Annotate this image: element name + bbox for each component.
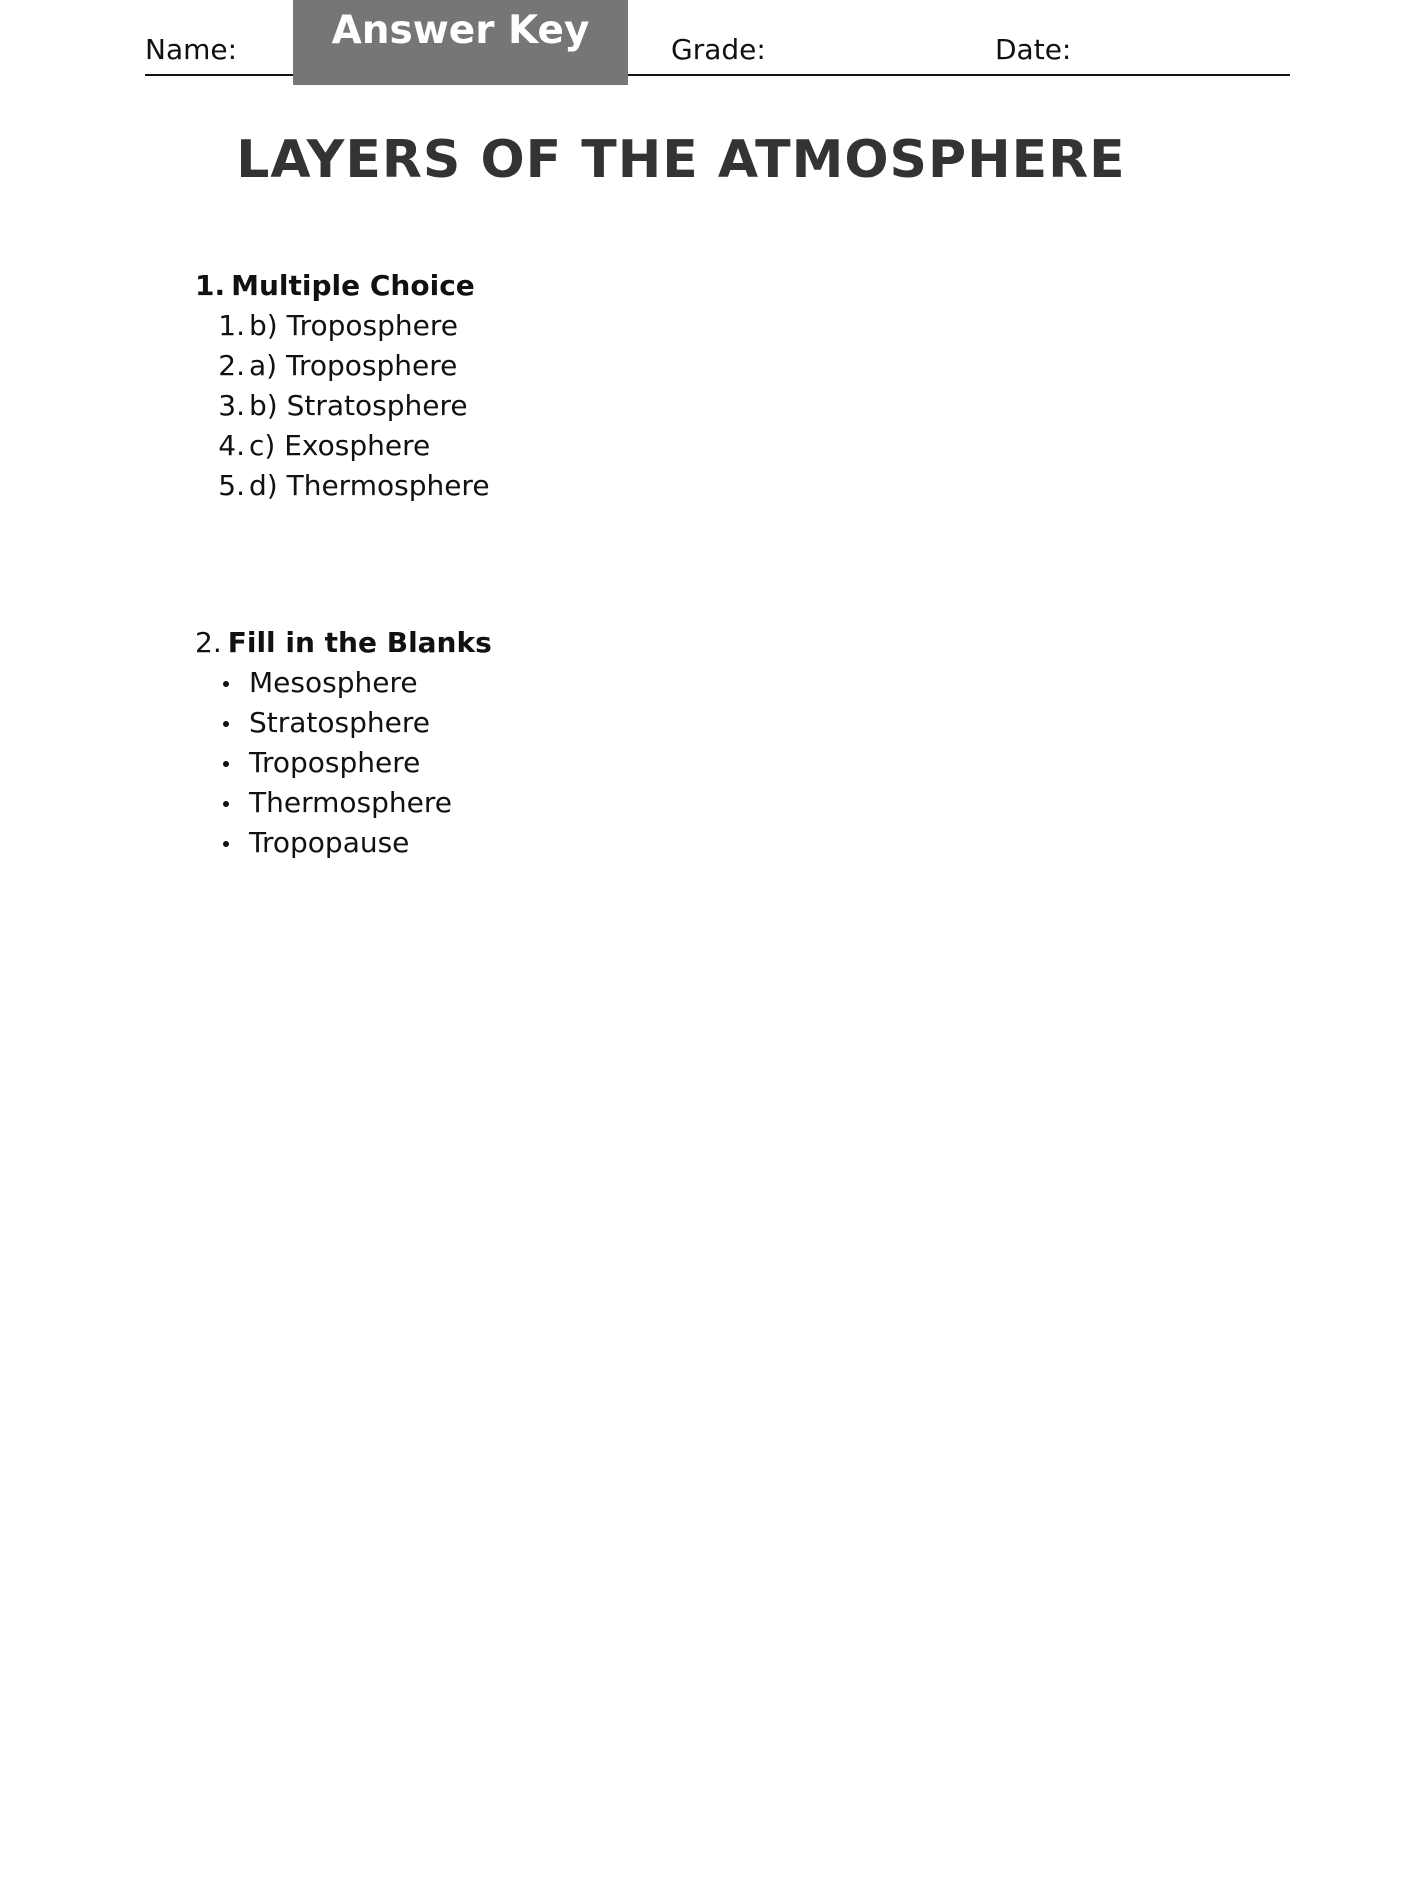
- item-number: 2.: [218, 349, 245, 382]
- item-text: Stratosphere: [249, 706, 430, 739]
- bullet-icon: [223, 681, 229, 687]
- section-number: 1.: [195, 269, 226, 302]
- item-number: 1.: [218, 309, 245, 342]
- list-item: [195, 346, 490, 386]
- header: [145, 0, 1290, 76]
- answer-key-badge: [293, 0, 628, 85]
- grade-label: Grade:: [671, 33, 766, 66]
- list-item: [195, 823, 492, 863]
- section-fill-in-the-blanks: [195, 623, 492, 863]
- list-item: [195, 663, 492, 703]
- list-item: [195, 466, 490, 506]
- multiple-choice-answer-list: [195, 306, 490, 506]
- section-title: Fill in the Blanks: [227, 626, 492, 659]
- item-number: 3.: [218, 389, 245, 422]
- item-text: Mesosphere: [249, 666, 418, 699]
- section-multiple-choice: [195, 266, 490, 506]
- answer-key-label: Answer Key: [331, 8, 590, 53]
- date-label: Date:: [995, 33, 1072, 66]
- list-item: [195, 306, 490, 346]
- item-text: b) Stratosphere: [249, 389, 468, 422]
- item-number: 4.: [218, 429, 245, 462]
- section-heading: [195, 623, 492, 663]
- section-heading: [195, 266, 490, 306]
- item-text: c) Exosphere: [249, 429, 431, 462]
- item-text: Tropopause: [249, 826, 410, 859]
- name-label: Name:: [145, 33, 238, 66]
- item-text: d) Thermosphere: [249, 469, 490, 502]
- bullet-icon: [223, 841, 229, 847]
- page-title: LAYERS OF THE ATMOSPHERE: [236, 130, 1126, 190]
- section-number: 2.: [195, 626, 222, 659]
- list-item: [195, 703, 492, 743]
- list-item: [195, 426, 490, 466]
- item-text: a) Troposphere: [249, 349, 458, 382]
- item-number: 5.: [218, 469, 245, 502]
- item-text: Thermosphere: [249, 786, 452, 819]
- fill-in-the-blanks-answer-list: [195, 663, 492, 863]
- list-item: [195, 743, 492, 783]
- bullet-icon: [223, 721, 229, 727]
- section-title: Multiple Choice: [231, 269, 475, 302]
- bullet-icon: [223, 801, 229, 807]
- list-item: [195, 783, 492, 823]
- item-text: Troposphere: [249, 746, 421, 779]
- item-text: b) Troposphere: [249, 309, 458, 342]
- list-item: [195, 386, 490, 426]
- bullet-icon: [223, 761, 229, 767]
